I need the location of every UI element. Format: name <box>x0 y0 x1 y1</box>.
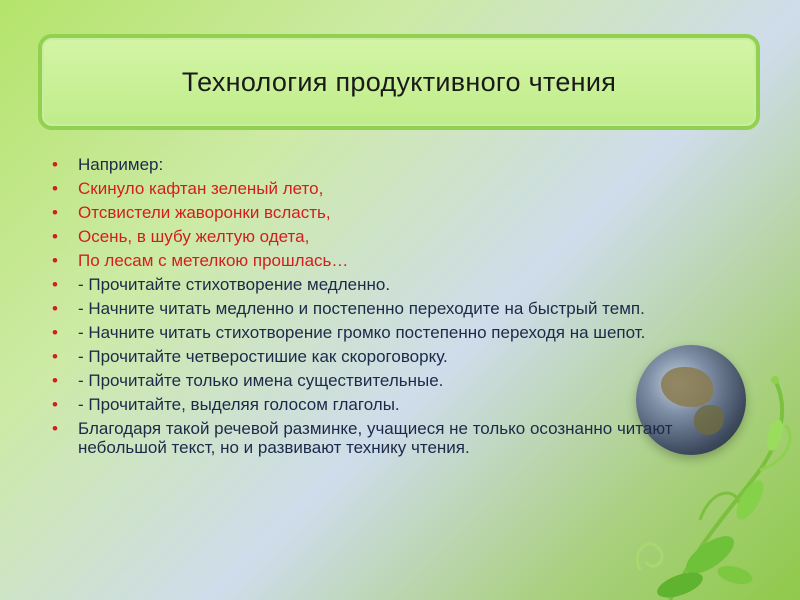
list-item <box>40 275 740 294</box>
list-item <box>40 155 740 174</box>
list-item <box>40 227 740 246</box>
list-item-text: Например: <box>78 155 164 174</box>
list-item-text: - Прочитайте только имена существительные. <box>78 371 444 390</box>
bullet-icon: • <box>52 323 58 342</box>
list-item-text: Осень, в шубу желтую одета, <box>78 227 310 246</box>
list-item-text: Отсвистели жаворонки всласть, <box>78 203 331 222</box>
list-item <box>40 371 740 390</box>
bullet-icon: • <box>52 251 58 270</box>
list-item <box>40 419 740 457</box>
bullet-icon: • <box>52 203 58 222</box>
list-item-text: По лесам с метелкою прошлась… <box>78 251 349 270</box>
list-item <box>40 179 740 198</box>
list-item <box>40 395 740 414</box>
slide-title: Технология продуктивного чтения <box>181 66 617 97</box>
list-item-text: - Начните читать стихотворение громко постепенно переходя на шепот. <box>78 323 646 342</box>
list-item <box>40 203 740 222</box>
bullet-icon: • <box>52 371 58 390</box>
bullet-icon: • <box>52 395 58 414</box>
list-item-text: - Прочитайте, выделяя голосом глаголы. <box>78 395 400 414</box>
bullet-icon: • <box>52 179 58 198</box>
list-item <box>40 347 740 366</box>
list-item <box>40 299 740 318</box>
bullet-icon: • <box>52 299 58 318</box>
list-item-text: Благодаря такой речевой разминке, учащиеся не только осознанно читают небольшой текст, но и развивают технику чтения. <box>78 419 673 457</box>
list-item <box>40 251 740 270</box>
bullet-list <box>40 155 740 462</box>
list-item-text: - Прочитайте четверостишие как скороговорку. <box>78 347 448 366</box>
title-box <box>38 34 760 130</box>
bullet-icon: • <box>52 155 58 174</box>
bullet-icon: • <box>52 227 58 246</box>
list-item-text: Скинуло кафтан зеленый лето, <box>78 179 324 198</box>
list-item-text: - Начните читать медленно и постепенно переходите на быстрый темп. <box>78 299 645 318</box>
bullet-icon: • <box>52 347 58 366</box>
bullet-icon: • <box>52 419 58 438</box>
bullet-icon: • <box>52 275 58 294</box>
list-item-text: - Прочитайте стихотворение медленно. <box>78 275 391 294</box>
list-item <box>40 323 740 342</box>
